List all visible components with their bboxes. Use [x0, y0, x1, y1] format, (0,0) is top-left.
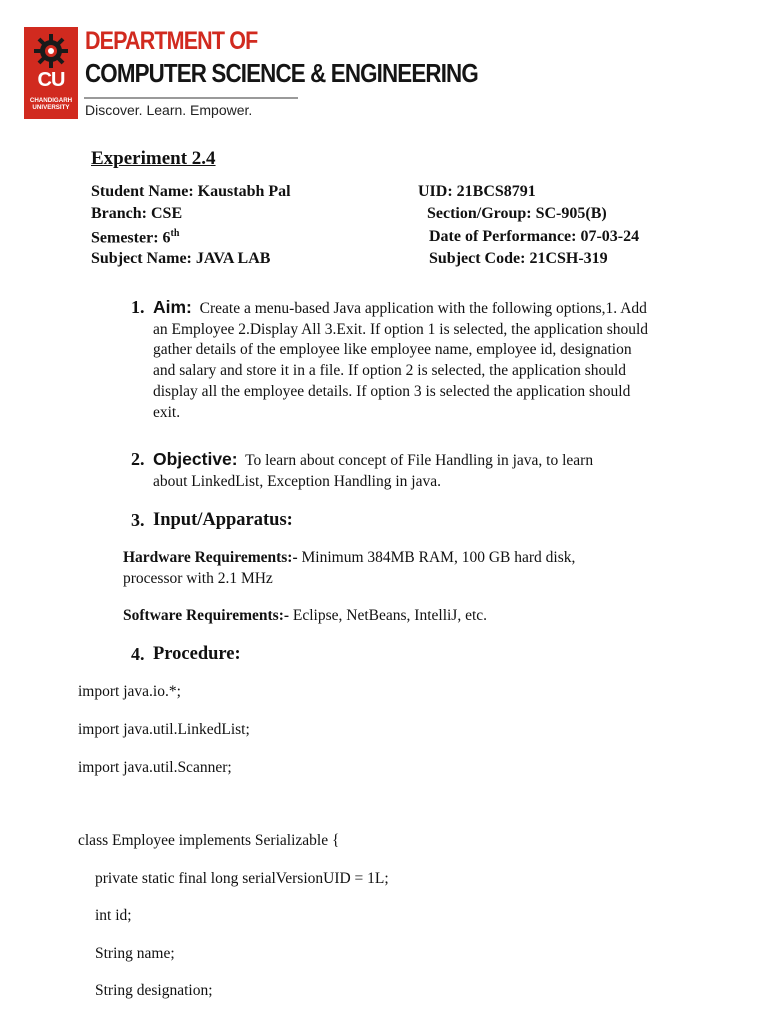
hardware-line2: processor with 2.1 MHz: [123, 570, 273, 587]
university-logo: [24, 27, 78, 119]
semester: [91, 228, 179, 247]
aim-number: 1.: [131, 297, 145, 317]
dept-title-line2: COMPUTER SCIENCE & ENGINEERING: [85, 58, 478, 88]
software-text: Eclipse, NetBeans, IntelliJ, etc.: [292, 607, 488, 624]
code-line: import java.util.Scanner;: [78, 759, 232, 776]
code-line: int id;: [95, 907, 132, 924]
code-line: String name;: [95, 945, 175, 962]
gear-emblem-icon: [33, 33, 69, 69]
aim-line5: display all the employee details. If option 3 is selected the application should: [153, 382, 631, 400]
code-line: import java.io.*;: [78, 683, 181, 700]
experiment-title: Experiment 2.4: [91, 148, 216, 169]
objective-number: 2.: [131, 449, 145, 469]
student-name: Student Name: Kaustabh Pal: [91, 183, 291, 200]
section-procedure: [131, 644, 731, 666]
objective-heading: Objective:: [153, 449, 238, 469]
logo-text: CU: [37, 69, 65, 91]
subject-code: Subject Code: 21CSH-319: [429, 250, 608, 267]
hardware-label: Hardware Requirements:-: [123, 549, 298, 566]
aim-heading: Aim:: [153, 297, 192, 317]
software-requirements: [123, 605, 663, 626]
aim-line2: an Employee 2.Display All 3.Exit. If option 1 is selected, the application should: [153, 320, 649, 338]
objective-line1: To learn about concept of File Handling in java, to learn: [245, 452, 594, 469]
code-line: class Employee implements Serializable {: [78, 832, 340, 849]
branch: Branch: CSE: [91, 205, 183, 222]
section-objective: [131, 449, 731, 492]
aim-line3: gather details of the employee like employee name, employee id, designation: [153, 341, 632, 359]
tagline: Discover. Learn. Empower.: [85, 102, 253, 118]
code-line: String designation;: [95, 982, 213, 999]
aim-line6: exit.: [153, 403, 181, 421]
input-number: 3.: [131, 510, 145, 530]
uid: UID: 21BCS8791: [418, 183, 536, 200]
subject-name: Subject Name: JAVA LAB: [91, 250, 271, 267]
software-label: Software Requirements:-: [123, 607, 290, 624]
section-aim: [131, 297, 731, 423]
logo-subtext: CHANDIGARH UNIVERSITY: [29, 97, 73, 111]
semester-text: Semester: 6: [91, 229, 171, 247]
code-line: import java.util.LinkedList;: [78, 721, 250, 738]
procedure-number: 4.: [131, 644, 145, 664]
dept-title-line1: DEPARTMENT OF: [85, 27, 258, 55]
objective-line2: about LinkedList, Exception Handling in java.: [153, 472, 441, 490]
section-input: [131, 510, 731, 532]
aim-line1: Create a menu-based Java application with the following options,1. Add: [199, 300, 647, 317]
section-group: Section/Group: SC-905(B): [427, 205, 607, 222]
hardware-line1: Minimum 384MB RAM, 100 GB hard disk,: [301, 549, 576, 566]
procedure-heading: Procedure:: [153, 644, 241, 664]
aim-line4: and salary and store it in a file. If option 2 is selected, the application should: [153, 362, 627, 380]
date-of-performance: Date of Performance: 07-03-24: [429, 228, 640, 245]
code-line: private static final long serialVersionUID = 1L;: [95, 870, 389, 887]
input-heading: Input/Apparatus:: [153, 510, 293, 530]
header-divider: [84, 97, 298, 99]
semester-sup: th: [170, 228, 180, 239]
hardware-requirements: [123, 547, 663, 589]
